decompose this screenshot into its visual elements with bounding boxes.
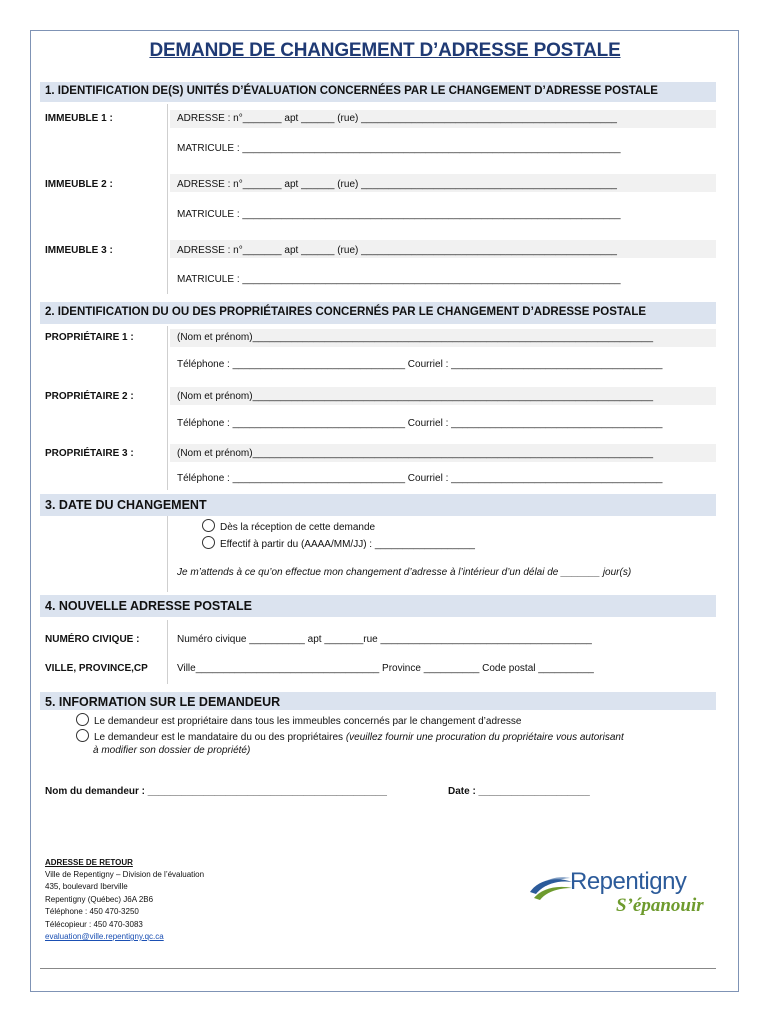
- requester-option-owner-label: Le demandeur est propriétaire dans tous les immeubles concernés par le changement d’adresse: [94, 716, 522, 727]
- requester-option-mandatary-label: Le demandeur est le mandataire du ou des propriétaires: [94, 732, 344, 743]
- owner1-label: PROPRIÉTAIRE 1 :: [45, 332, 134, 343]
- building2-label: IMMEUBLE 2 :: [45, 179, 113, 190]
- requester-option-mandatary-note-2: à modifier son dossier de propriété): [93, 745, 251, 756]
- return-address-fax: Télécopieur : 450 470-3083: [45, 920, 143, 929]
- divider: [167, 326, 168, 490]
- divider: [167, 620, 168, 684]
- building1-matricule-field[interactable]: MATRICULE : ____________________________________________________________________: [177, 143, 621, 154]
- city-province-label: VILLE, PROVINCE,CP: [45, 663, 148, 674]
- date-option-immediate[interactable]: [202, 519, 375, 533]
- date-option-immediate-label: Dès la réception de cette demande: [220, 522, 376, 533]
- return-address-phone: Téléphone : 450 470-3250: [45, 907, 139, 916]
- swoosh-icon: [528, 870, 574, 902]
- date-option-effective[interactable]: [202, 536, 475, 550]
- divider: [167, 104, 168, 294]
- owner3-label: PROPRIÉTAIRE 3 :: [45, 448, 134, 459]
- civic-number-label: NUMÉRO CIVIQUE :: [45, 634, 140, 645]
- requester-name-field[interactable]: Nom du demandeur : ___________________________________________: [45, 786, 387, 797]
- section3-title: 3. DATE DU CHANGEMENT: [45, 498, 207, 512]
- building3-matricule-field[interactable]: MATRICULE : ____________________________________________________________________: [177, 274, 621, 285]
- city-province-field[interactable]: Ville_________________________________ Province __________ Code postal __________: [177, 663, 594, 674]
- section5-title: 5. INFORMATION SUR LE DEMANDEUR: [45, 695, 281, 709]
- footer-divider: [40, 968, 716, 969]
- building1-address-field[interactable]: ADRESSE : n°_______ apt ______ (rue) ______________________________________________: [177, 113, 617, 124]
- return-address-line: Ville de Repentigny – Division de l’évaluation: [45, 870, 205, 879]
- section1-title: 1. IDENTIFICATION DE(S) UNITÉS D’ÉVALUATION CONCERNÉES PAR LE CHANGEMENT D’ADRESSE POSTALE: [45, 85, 658, 97]
- divider: [167, 516, 168, 592]
- radio-button[interactable]: [202, 536, 215, 549]
- owner3-name-field[interactable]: (Nom et prénom)________________________________________________________________________: [177, 448, 654, 459]
- repentigny-logo: [528, 868, 723, 920]
- owner1-name-field[interactable]: (Nom et prénom)________________________________________________________________________: [177, 332, 654, 343]
- civic-number-field[interactable]: Numéro civique __________ apt _______rue ______________________________________: [177, 634, 592, 645]
- logo-name: Repentigny: [570, 868, 687, 895]
- return-address-line: 435, boulevard Iberville: [45, 882, 128, 891]
- building3-address-field[interactable]: ADRESSE : n°_______ apt ______ (rue) ______________________________________________: [177, 245, 617, 256]
- owner3-contact-field[interactable]: Téléphone : _______________________________ Courriel : ______________________________________: [177, 473, 663, 484]
- section2-title: 2. IDENTIFICATION DU OU DES PROPRIÉTAIRES CONCERNÉS PAR LE CHANGEMENT D’ADRESSE POSTALE: [45, 306, 647, 318]
- requester-option-owner[interactable]: [76, 713, 521, 727]
- return-address-heading: ADRESSE DE RETOUR: [45, 858, 133, 867]
- page-title: DEMANDE DE CHANGEMENT D’ADRESSE POSTALE: [149, 40, 621, 61]
- building2-matricule-field[interactable]: MATRICULE : ____________________________________________________________________: [177, 209, 621, 220]
- requester-option-mandatary-note: (veuillez fournir une procuration du propriétaire vous autorisant: [345, 732, 624, 743]
- building2-address-field[interactable]: ADRESSE : n°_______ apt ______ (rue) ______________________________________________: [177, 179, 617, 190]
- return-address-line: Repentigny (Québec) J6A 2B6: [45, 895, 154, 904]
- building3-label: IMMEUBLE 3 :: [45, 245, 113, 256]
- delay-note[interactable]: Je m’attends à ce qu’on effectue mon changement d’adresse à l’intérieur d’un délai de _______ jour(s): [177, 567, 632, 578]
- return-address-email-link[interactable]: evaluation@ville.repentigny.qc.ca: [45, 932, 164, 941]
- radio-button[interactable]: [202, 519, 215, 532]
- owner2-contact-field[interactable]: Téléphone : _______________________________ Courriel : ______________________________________: [177, 418, 663, 429]
- requester-option-mandatary[interactable]: [76, 729, 624, 743]
- owner2-label: PROPRIÉTAIRE 2 :: [45, 391, 134, 402]
- radio-button[interactable]: [76, 729, 89, 742]
- radio-button[interactable]: [76, 713, 89, 726]
- owner1-contact-field[interactable]: Téléphone : _______________________________ Courriel : ______________________________________: [177, 359, 663, 370]
- request-date-field[interactable]: Date : ____________________: [448, 786, 590, 797]
- building1-label: IMMEUBLE 1 :: [45, 113, 113, 124]
- section4-title: 4. NOUVELLE ADRESSE POSTALE: [45, 599, 252, 613]
- owner2-name-field[interactable]: (Nom et prénom)________________________________________________________________________: [177, 391, 654, 402]
- logo-tagline: S’épanouir: [616, 895, 704, 916]
- date-option-effective-label: Effectif à partir du (AAAA/MM/JJ) : __________________: [220, 539, 475, 550]
